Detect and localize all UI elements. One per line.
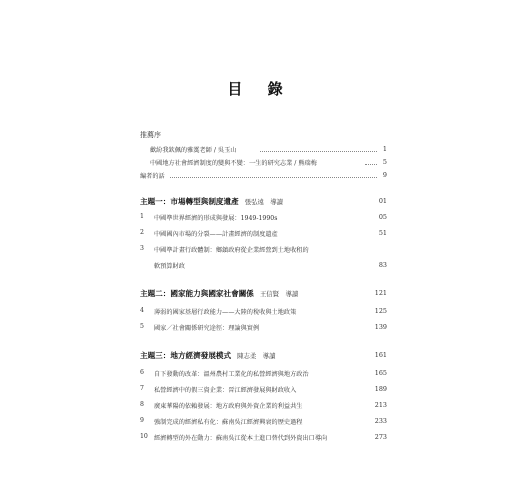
chapter-entry[interactable]	[140, 229, 387, 239]
chapter-title: 國家／社會關係研究途徑：理論與實例	[154, 325, 260, 332]
chapter-page: 139	[374, 323, 387, 331]
chapter-entry[interactable]	[140, 385, 387, 395]
chapter-title: 軟預算財政	[154, 263, 185, 270]
chapter-title: 經濟轉型的外在動力：蘇南吳江從本土進口替代到外資出口導向	[154, 435, 328, 442]
toc-entry-page: 9	[382, 171, 387, 179]
chapter-number: 6	[140, 369, 144, 376]
dot-leader	[170, 177, 377, 178]
section-heading[interactable]	[140, 350, 387, 362]
chapter-page: 213	[374, 401, 387, 409]
section-title: 主題一：市場轉型與制度遺產 張弘遠 導讀	[140, 197, 284, 206]
chapter-title: 薄弱的國家基層行政能力——大陸的稅收與土地政策	[154, 309, 297, 316]
chapter-entry[interactable]	[140, 213, 387, 223]
section-heading[interactable]	[140, 196, 387, 208]
chapter-title: 自下發動的改革：溫州農村工業化的私營經濟與地方政治	[154, 371, 309, 378]
chapter-title: 中國準計畫行政體制：鄉鎮政府從企業經營到土地收租的	[154, 247, 309, 254]
toc-entry-label: 編者的話	[140, 173, 165, 180]
dot-leader	[260, 151, 377, 152]
preface-heading: 推薦序	[140, 131, 161, 139]
chapter-number: 9	[140, 417, 144, 424]
toc-entry[interactable]	[140, 145, 387, 155]
chapter-page: 51	[378, 229, 387, 237]
chapter-entry[interactable]	[140, 307, 387, 317]
toc-entry[interactable]	[140, 171, 387, 181]
chapter-number: 10	[140, 433, 148, 440]
section-page: 121	[374, 289, 387, 297]
page-title: 目 錄	[227, 80, 293, 98]
section-page: 01	[378, 197, 387, 205]
chapter-number: 8	[140, 401, 144, 408]
chapter-page: 125	[374, 307, 387, 315]
section-page: 161	[374, 351, 387, 359]
chapter-title: 廣東華陽的依賴發展：地方政府與外資企業的利益共生	[154, 403, 303, 410]
chapter-number: 2	[140, 229, 144, 236]
chapter-entry[interactable]	[140, 417, 387, 427]
chapter-entry[interactable]	[140, 401, 387, 411]
section-author: 張弘遠 導讀	[244, 198, 284, 206]
toc-entry-label: 歡紛我欽佩的雅霙老師 / 吳玉山	[150, 147, 237, 154]
chapter-entry[interactable]	[140, 245, 387, 255]
toc-entry[interactable]	[140, 158, 387, 168]
chapter-number: 1	[140, 213, 144, 220]
toc-entry-page: 5	[382, 158, 387, 166]
chapter-page: 189	[374, 385, 387, 393]
chapter-number: 4	[140, 307, 144, 314]
section-title: 主題三：地方經濟發展模式 陳志柔 導讀	[140, 351, 276, 360]
chapter-entry[interactable]	[140, 369, 387, 379]
chapter-page: 165	[374, 369, 387, 377]
section-author: 王信賢 導讀	[259, 290, 299, 298]
chapter-title: 強制完成的經濟私有化：蘇南吳江經濟興衰的歷史過程	[154, 419, 303, 426]
section-heading[interactable]	[140, 288, 387, 300]
chapter-entry[interactable]	[140, 433, 387, 443]
chapter-entry[interactable]	[140, 261, 387, 271]
section-author: 陳志柔 導讀	[237, 352, 276, 360]
toc-entry-label: 中國地方社會經濟制度的變與不變：一生的研究志業 / 熊瑞梅	[150, 160, 317, 167]
chapter-entry[interactable]	[140, 323, 387, 333]
chapter-page: 233	[374, 417, 387, 425]
chapter-number: 5	[140, 323, 144, 330]
chapter-page: 83	[378, 261, 387, 269]
chapter-number: 7	[140, 385, 144, 392]
toc-entry-page: 1	[382, 145, 387, 153]
chapter-page: 05	[378, 213, 387, 221]
section-title: 主題二：國家能力與國家社會關係 王信賢 導讀	[140, 289, 299, 298]
chapter-title: 中國國內市場的分裂——計畫經濟的制度遺產	[154, 231, 278, 238]
chapter-page: 273	[374, 433, 387, 441]
chapter-number: 3	[140, 245, 144, 252]
chapter-title: 私營經濟中的假三資企業：晉江經濟發展與財政收入	[154, 387, 297, 394]
dot-leader	[365, 164, 377, 165]
chapter-title: 中國準世界經濟的形成與發展：1949-1990s	[154, 215, 278, 222]
